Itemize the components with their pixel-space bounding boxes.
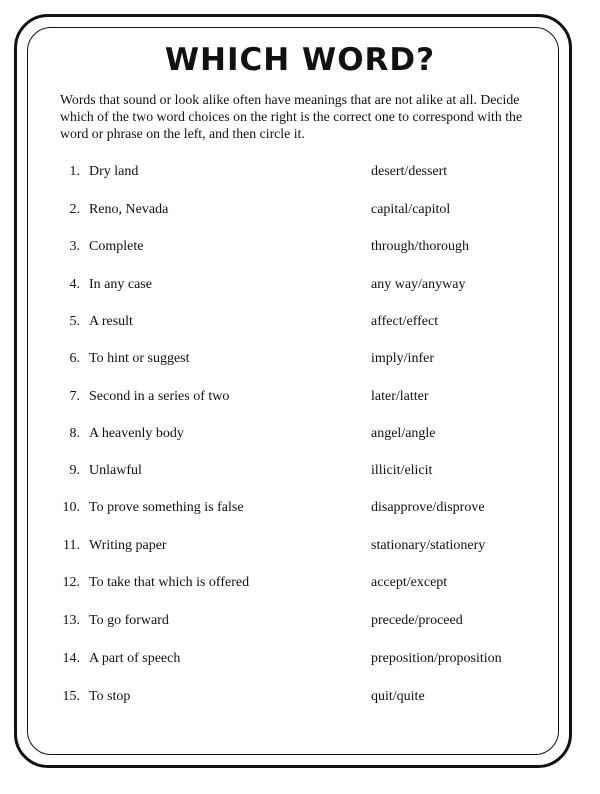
page-title: WHICH WORD? <box>164 42 436 78</box>
item-choices: angel/angle <box>371 426 436 441</box>
item-number: 15. <box>62 689 80 704</box>
item-choices: affect/effect <box>371 314 439 329</box>
list-item <box>0 310 600 334</box>
list-item <box>0 385 600 409</box>
item-clue: Dry land <box>89 164 139 179</box>
item-clue: A part of speech <box>89 651 181 666</box>
item-choices: quit/quite <box>371 689 425 704</box>
list-item <box>0 534 600 558</box>
list-item <box>0 571 600 595</box>
item-clue: In any case <box>89 277 152 292</box>
item-choices: preposition/proposition <box>371 651 502 666</box>
list-item <box>0 273 600 297</box>
list-item <box>0 609 600 633</box>
item-number: 10. <box>62 500 80 515</box>
item-clue: To go forward <box>89 613 169 628</box>
item-number: 5. <box>69 314 80 329</box>
list-item <box>0 647 600 671</box>
item-number: 12. <box>62 575 80 590</box>
list-item <box>0 347 600 371</box>
item-number: 4. <box>69 277 80 292</box>
item-choices: accept/except <box>371 575 448 590</box>
item-number: 1. <box>69 164 80 179</box>
item-clue: Complete <box>89 239 144 254</box>
item-choices: through/thorough <box>371 239 469 254</box>
item-number: 13. <box>62 613 80 628</box>
item-number: 6. <box>69 351 80 366</box>
list-item <box>0 496 600 520</box>
list-item <box>0 685 600 709</box>
list-item <box>0 235 600 259</box>
item-clue: Second in a series of two <box>89 389 230 404</box>
item-clue: Writing paper <box>89 538 167 553</box>
item-choices: later/latter <box>371 389 429 404</box>
item-choices: imply/infer <box>371 351 434 366</box>
item-number: 3. <box>69 239 80 254</box>
list-item <box>0 198 600 222</box>
item-number: 8. <box>69 426 80 441</box>
item-choices: any way/anyway <box>371 277 466 292</box>
item-clue: To stop <box>89 689 131 704</box>
item-number: 2. <box>69 202 80 217</box>
item-choices: stationary/stationery <box>371 538 486 553</box>
item-choices: precede/proceed <box>371 613 463 628</box>
item-clue: A heavenly body <box>89 426 184 441</box>
list-item <box>0 459 600 483</box>
item-number: 14. <box>62 651 80 666</box>
item-clue: To prove something is false <box>89 500 244 515</box>
item-clue: Reno, Nevada <box>89 202 169 217</box>
item-choices: illicit/elicit <box>371 463 433 478</box>
item-choices: capital/capitol <box>371 202 451 217</box>
list-item <box>0 160 600 184</box>
item-number: 7. <box>69 389 80 404</box>
item-clue: A result <box>89 314 133 329</box>
item-choices: desert/dessert <box>371 164 448 179</box>
item-clue: Unlawful <box>89 463 142 478</box>
item-number: 9. <box>69 463 80 478</box>
instructions-text: Words that sound or look alike often have meanings that are not alike at all. Decide which of the two word choices on the right is the correct one to correspond with the word or phrase on the left, and then circle it. <box>60 92 523 141</box>
item-clue: To take that which is offered <box>89 575 250 590</box>
item-number: 11. <box>63 538 80 553</box>
item-clue: To hint or suggest <box>89 351 190 366</box>
item-choices: disapprove/disprove <box>371 500 485 515</box>
list-item <box>0 422 600 446</box>
